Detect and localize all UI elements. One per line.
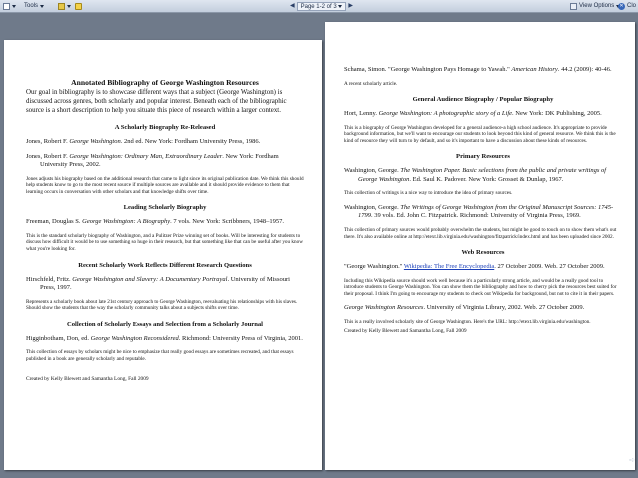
- close-button[interactable]: [618, 2, 636, 11]
- section: [344, 204, 622, 240]
- citation-title: George Washington: Ordinary Man, Extraordinary Leader: [69, 152, 223, 160]
- annotation: Jones adjusts his biography based on the additional research that came to light since its original publication date. We think this should help students know to go to the most recent source if multiple sources are available and it should provide evidence to them that learning occurs in conversation with other scholars and that knowledge shifts over time.: [26, 175, 304, 195]
- citation-title: The Writings of George Washington from the Original Manuscript Sources: 1745-1799: [358, 203, 614, 220]
- citation-author: Washington, George.: [344, 167, 401, 175]
- section: [344, 304, 622, 325]
- citation-author: Jones, Robert F.: [26, 138, 70, 145]
- comment-icon: [75, 3, 82, 10]
- section: [26, 124, 304, 195]
- citation-author: Higginbotham, Don, ed.: [26, 334, 91, 342]
- close-icon: ✕: [619, 3, 624, 9]
- annotation: This is a biography of George Washington developed for a general audience-a high school audience. It's appropriate to provide background information, but we'll want to encourage our students to look beyond this kind of general resource. We think this is the kind of resource they will turn to by default, and so it's important to have a discussion about these kinds of resources.: [344, 124, 616, 144]
- citation-title: The Washington Paper. Basic selections from the public and private writings of George Washington: [358, 167, 607, 183]
- tools-menu[interactable]: [24, 2, 44, 11]
- citation-title: George Washington Resources: [344, 304, 424, 312]
- page-indicator-label: Page 1-2 of 3: [300, 4, 337, 10]
- citation-title: American History: [511, 66, 558, 73]
- annotation: This collection of writings is a nice way to introduce the idea of primary sources.: [344, 190, 513, 197]
- reading-toolbar: [0, 0, 638, 13]
- citation-title: George Washington Reconsidered: [90, 334, 179, 342]
- citation: [344, 110, 622, 119]
- citation: [344, 204, 622, 221]
- section: [26, 321, 304, 363]
- citation-details: . University of Missouri Press, 1997.: [40, 275, 290, 292]
- previous-page-button[interactable]: ◀: [290, 3, 295, 9]
- citation-details: . Ed. Saul K. Padover. New York: Grosset & Dunlap, 1967.: [409, 175, 564, 183]
- annotation: Including this Wikipedia source should work well because it's a particularly strong article, and would be a really good tool to introduce students to George Washington. You can show them the bibliography and how to cherry pick the resources best suited for their proposal. I think I'm going to encourage my students to check out Wikipedia for background, but not to cite it in their papers.: [344, 277, 617, 297]
- document-page-2: [325, 22, 635, 470]
- section-heading: Collection of Scholarly Essays and Selection from a Scholarly Journal: [66, 320, 264, 328]
- annotation: This is the standard scholarly biography of Washington, and a Pulitzer Prize winning set of books. Will be interesting for students to discuss how difficult it would be to use something so huge in their research, but that something like that can be useful after you know what you're looking for.: [26, 232, 303, 252]
- next-page-button[interactable]: ▶: [348, 3, 353, 9]
- citation: [26, 335, 304, 344]
- chevron-down-icon: [67, 5, 71, 8]
- citation: [26, 276, 304, 293]
- document-icon: [3, 3, 10, 10]
- highlight-button[interactable]: [58, 2, 71, 11]
- citation: [26, 218, 304, 227]
- citation-author: Freeman, Douglas S.: [26, 218, 83, 226]
- page-footer: Created by Kelly Blewett and Samantha Long, Fall 2009: [344, 327, 467, 334]
- section: [26, 204, 304, 252]
- view-options-menu[interactable]: [570, 2, 620, 11]
- annotation: Represents a scholarly book about late 21st century approach to George Washington, reevaluating his relationships with his slaves. Should show the students that the way the scholarly community talks about a subjects shifts over time.: [26, 298, 298, 312]
- section-heading: Recent Scholarly Work Reflects Different Research Questions: [78, 261, 252, 269]
- page-footer: Created by Kelly Blewett and Samantha Long, Fall 2009: [26, 376, 149, 383]
- annotation: A recent scholarly article.: [344, 80, 398, 87]
- intro-paragraph: Our goal in bibliography is to showcase different ways that a subject (George Washington) is discussed across genres, both scholarly and popular interest. Beneath each of the bibliographic source is a short description to help you situate this piece of research within a larger context.: [26, 89, 287, 114]
- section: [344, 153, 622, 197]
- section: [26, 262, 304, 312]
- chevron-down-icon: [338, 5, 342, 8]
- citation-author: Washington, George.: [344, 203, 401, 211]
- annotation: This collection of primary sources would probably overwhelm the students, but might be good to touch on to show them what's out there. It's also available online at http://etext.lib.virginia.edu/washington/fitzpatrick/index.html and has been uploaded since 2002.: [344, 226, 617, 240]
- section-heading: Web Resources: [461, 249, 505, 257]
- citation: [344, 167, 622, 184]
- citation: [26, 153, 304, 170]
- close-label: Clo: [627, 3, 637, 9]
- tools-label: Tools: [24, 3, 39, 9]
- citation-details: . 2nd ed. New York: Fordham University Press, 1986.: [120, 138, 261, 145]
- citation-author: "George Washington.": [344, 263, 404, 271]
- citation-details: . 44.2 (2009): 40-46.: [557, 66, 612, 73]
- citation-details: . New York: DK Publishing, 2005.: [512, 110, 602, 118]
- section-heading: General Audience Biography / Popular Biography: [412, 96, 554, 104]
- highlighter-icon: [58, 3, 65, 10]
- citation-details: . University of Virginia Library, 2002. Web. 27 October 2009.: [423, 304, 585, 312]
- next-screen-arrow-icon[interactable]: ➪: [629, 456, 635, 464]
- citation-title: George Washington: A photographic story of a Life: [378, 110, 513, 118]
- citation-title: George Washington: A Biography: [82, 218, 171, 226]
- citation-details: . 27 October 2009. Web. 27 October 2009.: [494, 263, 605, 271]
- annotation: This is a really involved scholarly site of George Washington. Here's the URL: http://etext.lib.virginia.edu/washington.: [344, 318, 591, 325]
- citation-author: Hort, Lenny.: [344, 110, 379, 118]
- page-navigation: [290, 2, 353, 11]
- citation-author: Schama, Simon. "George Washington Pays Homage to Yawah.": [344, 66, 512, 73]
- chevron-down-icon: [12, 5, 16, 8]
- citation-details: . New York: Fordham University Press, 2002.: [40, 152, 279, 168]
- page-indicator[interactable]: [297, 2, 347, 11]
- document-title: Annotated Bibliography of George Washington Resources: [71, 78, 259, 87]
- doc-menu[interactable]: [3, 2, 16, 11]
- citation-author: Jones, Robert F.: [26, 152, 70, 160]
- view-options-icon: [570, 3, 577, 10]
- section-heading: A Scholarly Biography Re-Released: [114, 124, 216, 131]
- section: [344, 249, 622, 297]
- citation-details: . Richmond: University Press of Virginia, 2001.: [178, 334, 303, 342]
- citation-details: . 7 vols. New York: Scribbners, 1948–1957.: [170, 218, 285, 226]
- section-heading: Leading Scholarly Biography: [123, 204, 207, 212]
- citation-title: George Washington and Slavery: A Documentary Portrayal: [72, 275, 228, 283]
- page-1-content: [26, 78, 304, 383]
- view-options-label: View Options: [579, 3, 615, 9]
- wikipedia-link[interactable]: Wikipedia: The Free Encyclopedia: [403, 263, 495, 271]
- citation-author: Hirschfeld, Fritz.: [26, 275, 73, 283]
- citation-title: George Washington: [69, 138, 121, 145]
- section: [344, 96, 622, 144]
- chevron-down-icon: [40, 5, 44, 8]
- citation: [26, 138, 304, 147]
- citation-details: . 39 vols. Ed. John C. Fitzpatrick. Richmond: University of Virginia Press, 1969.: [371, 212, 581, 220]
- citation: [344, 66, 622, 75]
- comment-button[interactable]: [75, 2, 82, 11]
- document-page-1: [4, 40, 322, 470]
- page-2-content: [344, 66, 622, 335]
- section-heading: Primary Resources: [456, 153, 510, 161]
- annotation: This collection of essays by scholars might be nice to emphasize that really good essays are sometimes recreated, and that essays published in a book are generally scholarly and reputable.: [26, 349, 294, 362]
- citation: [344, 263, 622, 272]
- citation: [344, 304, 622, 313]
